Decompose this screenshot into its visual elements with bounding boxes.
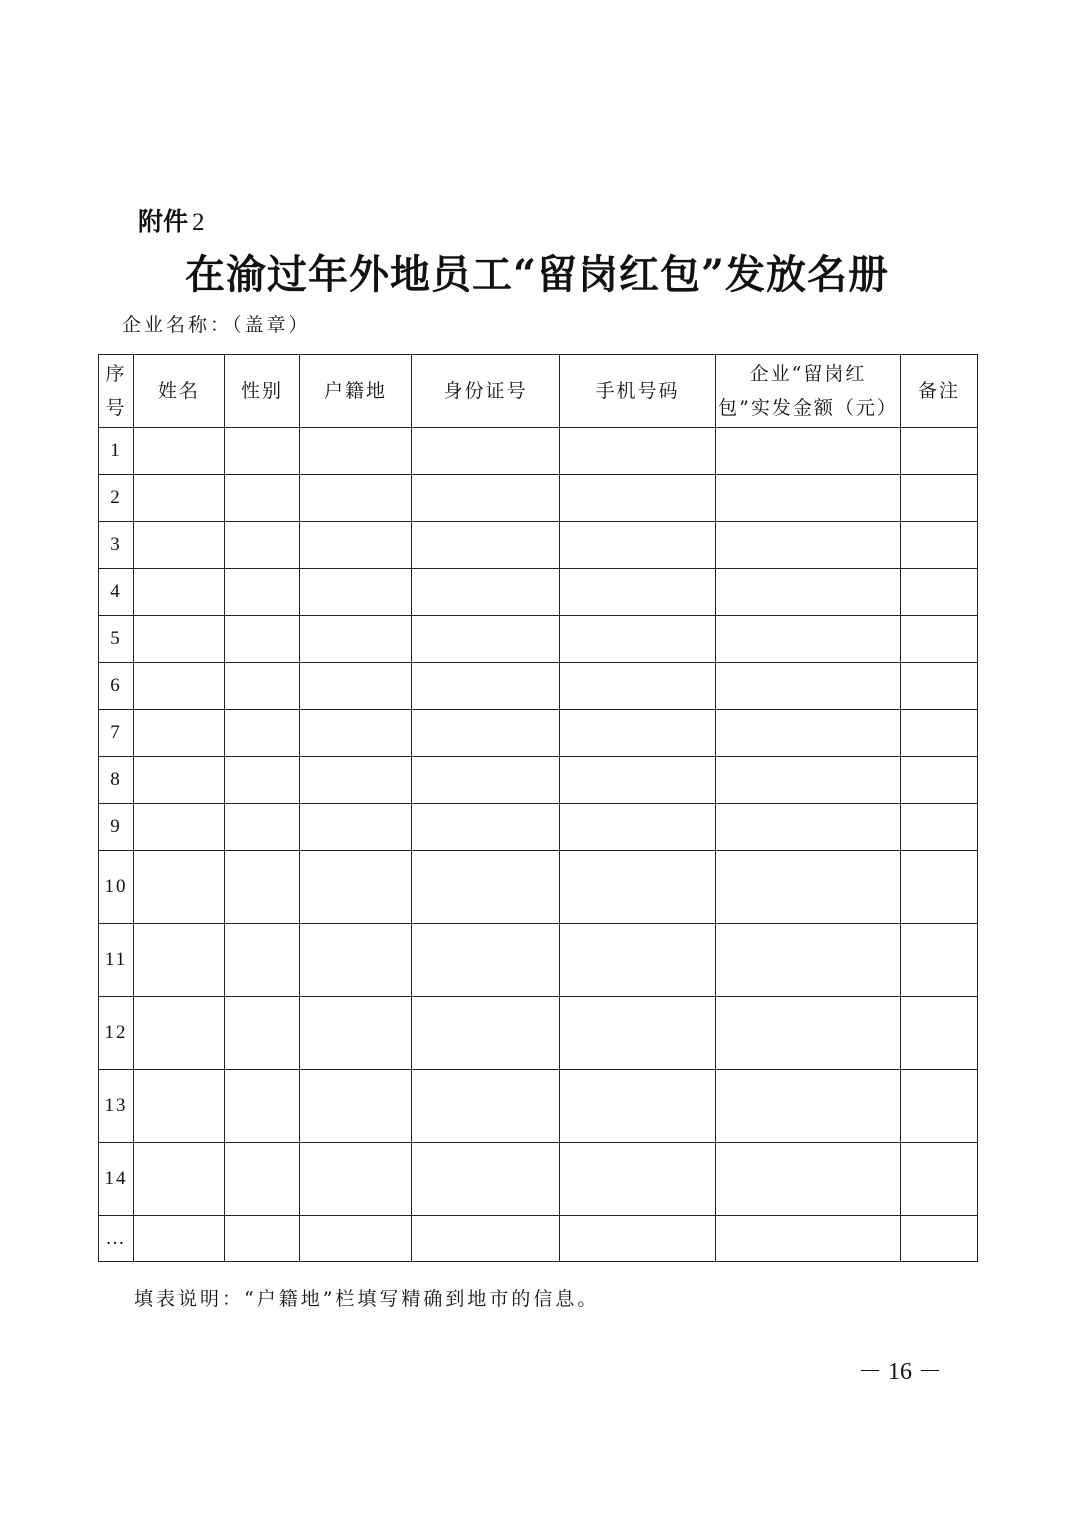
row-seq-cell	[99, 924, 134, 997]
phone-cell	[560, 616, 716, 663]
amount-cell	[716, 1216, 901, 1262]
hukou-cell	[300, 997, 412, 1070]
name-cell	[134, 569, 225, 616]
row-seq-number: 10	[104, 876, 128, 897]
header-amount	[716, 355, 901, 428]
amount-cell	[716, 710, 901, 757]
hukou-cell	[300, 522, 412, 569]
hukou-cell	[300, 1143, 412, 1216]
row-seq-cell	[99, 757, 134, 804]
amount-cell	[716, 663, 901, 710]
attachment-number: 2	[192, 209, 205, 236]
attachment-word: 附件	[138, 207, 189, 236]
header-seq-text: 序号	[105, 363, 127, 419]
table-row	[99, 997, 978, 1070]
table-row	[99, 663, 978, 710]
id-number-cell	[412, 851, 560, 924]
table-row	[99, 851, 978, 924]
hukou-cell	[300, 616, 412, 663]
header-seq	[99, 355, 134, 428]
header-amount-line1: 企业“留岗红	[749, 363, 867, 385]
amount-cell	[716, 804, 901, 851]
name-cell	[134, 924, 225, 997]
header-phone: 手机号码	[560, 355, 716, 428]
amount-cell	[716, 997, 901, 1070]
table-row	[99, 1143, 978, 1216]
hukou-cell	[300, 924, 412, 997]
remark-cell	[901, 1216, 978, 1262]
remark-cell	[901, 757, 978, 804]
row-seq-cell	[99, 616, 134, 663]
table-row	[99, 757, 978, 804]
hukou-cell	[300, 475, 412, 522]
header-id-number: 身份证号	[412, 355, 560, 428]
remark-cell	[901, 522, 978, 569]
page-number: － 16 －	[858, 1359, 942, 1385]
gender-cell	[225, 616, 300, 663]
id-number-cell	[412, 475, 560, 522]
row-seq-cell	[99, 428, 134, 475]
gender-cell	[225, 924, 300, 997]
header-name: 姓名	[134, 355, 225, 428]
row-seq-cell	[99, 1070, 134, 1143]
gender-cell	[225, 1143, 300, 1216]
name-cell	[134, 997, 225, 1070]
id-number-cell	[412, 616, 560, 663]
row-seq-number: 1	[110, 440, 122, 461]
phone-cell	[560, 1216, 716, 1262]
id-number-cell	[412, 663, 560, 710]
gender-cell	[225, 522, 300, 569]
header-hukou: 户籍地	[300, 355, 412, 428]
id-number-cell	[412, 522, 560, 569]
roster-table	[98, 354, 978, 1262]
table-row	[99, 1216, 978, 1262]
attachment-label	[138, 204, 205, 241]
phone-cell	[560, 475, 716, 522]
table-row	[99, 475, 978, 522]
row-seq-cell	[99, 851, 134, 924]
amount-cell	[716, 851, 901, 924]
phone-cell	[560, 1143, 716, 1216]
remark-cell	[901, 616, 978, 663]
name-cell	[134, 428, 225, 475]
gender-cell	[225, 757, 300, 804]
phone-cell	[560, 851, 716, 924]
hukou-cell	[300, 569, 412, 616]
table-row	[99, 924, 978, 997]
gender-cell	[225, 1070, 300, 1143]
id-number-cell	[412, 1216, 560, 1262]
amount-cell	[716, 522, 901, 569]
amount-cell	[716, 1070, 901, 1143]
row-seq-number: 7	[110, 722, 122, 743]
row-seq-cell	[99, 663, 134, 710]
table-row	[99, 1070, 978, 1143]
remark-cell	[901, 997, 978, 1070]
hukou-cell	[300, 757, 412, 804]
row-seq-cell	[99, 710, 134, 757]
phone-cell	[560, 428, 716, 475]
id-number-cell	[412, 804, 560, 851]
amount-cell	[716, 1143, 901, 1216]
remark-cell	[901, 428, 978, 475]
row-seq-number: 14	[104, 1168, 128, 1189]
phone-cell	[560, 997, 716, 1070]
table-row	[99, 710, 978, 757]
id-number-cell	[412, 1143, 560, 1216]
amount-cell	[716, 569, 901, 616]
header-amount-line2: 包”实发金额（元）	[718, 397, 898, 419]
document-title: 在渝过年外地员工“留岗红包”发放名册	[184, 251, 889, 298]
row-seq-number: 4	[110, 581, 122, 602]
name-cell	[134, 522, 225, 569]
gender-cell	[225, 997, 300, 1070]
row-seq-number: 11	[104, 949, 128, 970]
row-seq-cell	[99, 522, 134, 569]
id-number-cell	[412, 1070, 560, 1143]
row-seq-number: 3	[110, 534, 122, 555]
remark-cell	[901, 1143, 978, 1216]
row-seq-cell	[99, 475, 134, 522]
phone-cell	[560, 1070, 716, 1143]
id-number-cell	[412, 710, 560, 757]
id-number-cell	[412, 924, 560, 997]
remark-cell	[901, 851, 978, 924]
table-row	[99, 522, 978, 569]
name-cell	[134, 804, 225, 851]
id-number-cell	[412, 569, 560, 616]
gender-cell	[225, 663, 300, 710]
table-row	[99, 569, 978, 616]
id-number-cell	[412, 757, 560, 804]
remark-cell	[901, 804, 978, 851]
roster-body	[99, 428, 978, 1262]
amount-cell	[716, 428, 901, 475]
row-seq-number: 13	[104, 1095, 128, 1116]
row-seq-number: 8	[110, 769, 122, 790]
company-name-line: 企业名称：（盖章）	[122, 314, 311, 336]
phone-cell	[560, 924, 716, 997]
hukou-cell	[300, 428, 412, 475]
table-row	[99, 428, 978, 475]
hukou-cell	[300, 663, 412, 710]
amount-cell	[716, 475, 901, 522]
row-seq-cell	[99, 569, 134, 616]
phone-cell	[560, 804, 716, 851]
hukou-cell	[300, 710, 412, 757]
name-cell	[134, 757, 225, 804]
remark-cell	[901, 475, 978, 522]
name-cell	[134, 1216, 225, 1262]
row-seq-cell	[99, 997, 134, 1070]
table-row	[99, 804, 978, 851]
form-instructions: 填表说明：“户籍地”栏填写精确到地市的信息。	[134, 1288, 600, 1310]
table-header-row	[99, 355, 978, 428]
amount-cell	[716, 924, 901, 997]
gender-cell	[225, 475, 300, 522]
remark-cell	[901, 569, 978, 616]
row-seq-cell	[99, 804, 134, 851]
phone-cell	[560, 569, 716, 616]
amount-cell	[716, 616, 901, 663]
phone-cell	[560, 757, 716, 804]
header-gender: 性别	[225, 355, 300, 428]
remark-cell	[901, 663, 978, 710]
remark-cell	[901, 1070, 978, 1143]
row-seq-cell	[99, 1216, 134, 1262]
row-seq-number: 5	[110, 628, 122, 649]
name-cell	[134, 1143, 225, 1216]
row-seq-cell	[99, 1143, 134, 1216]
gender-cell	[225, 569, 300, 616]
phone-cell	[560, 663, 716, 710]
name-cell	[134, 710, 225, 757]
name-cell	[134, 663, 225, 710]
gender-cell	[225, 1216, 300, 1262]
gender-cell	[225, 851, 300, 924]
table-row	[99, 616, 978, 663]
header-remark: 备注	[901, 355, 978, 428]
gender-cell	[225, 428, 300, 475]
hukou-cell	[300, 1216, 412, 1262]
row-seq-number: 9	[110, 816, 122, 837]
name-cell	[134, 851, 225, 924]
row-seq-number: 12	[104, 1022, 128, 1043]
row-seq-number: 2	[110, 487, 122, 508]
name-cell	[134, 475, 225, 522]
gender-cell	[225, 710, 300, 757]
name-cell	[134, 1070, 225, 1143]
phone-cell	[560, 522, 716, 569]
gender-cell	[225, 804, 300, 851]
hukou-cell	[300, 804, 412, 851]
row-seq-number: 6	[110, 675, 122, 696]
row-seq-number: …	[105, 1227, 127, 1249]
hukou-cell	[300, 851, 412, 924]
remark-cell	[901, 710, 978, 757]
name-cell	[134, 616, 225, 663]
remark-cell	[901, 924, 978, 997]
id-number-cell	[412, 428, 560, 475]
id-number-cell	[412, 997, 560, 1070]
hukou-cell	[300, 1070, 412, 1143]
phone-cell	[560, 710, 716, 757]
amount-cell	[716, 757, 901, 804]
